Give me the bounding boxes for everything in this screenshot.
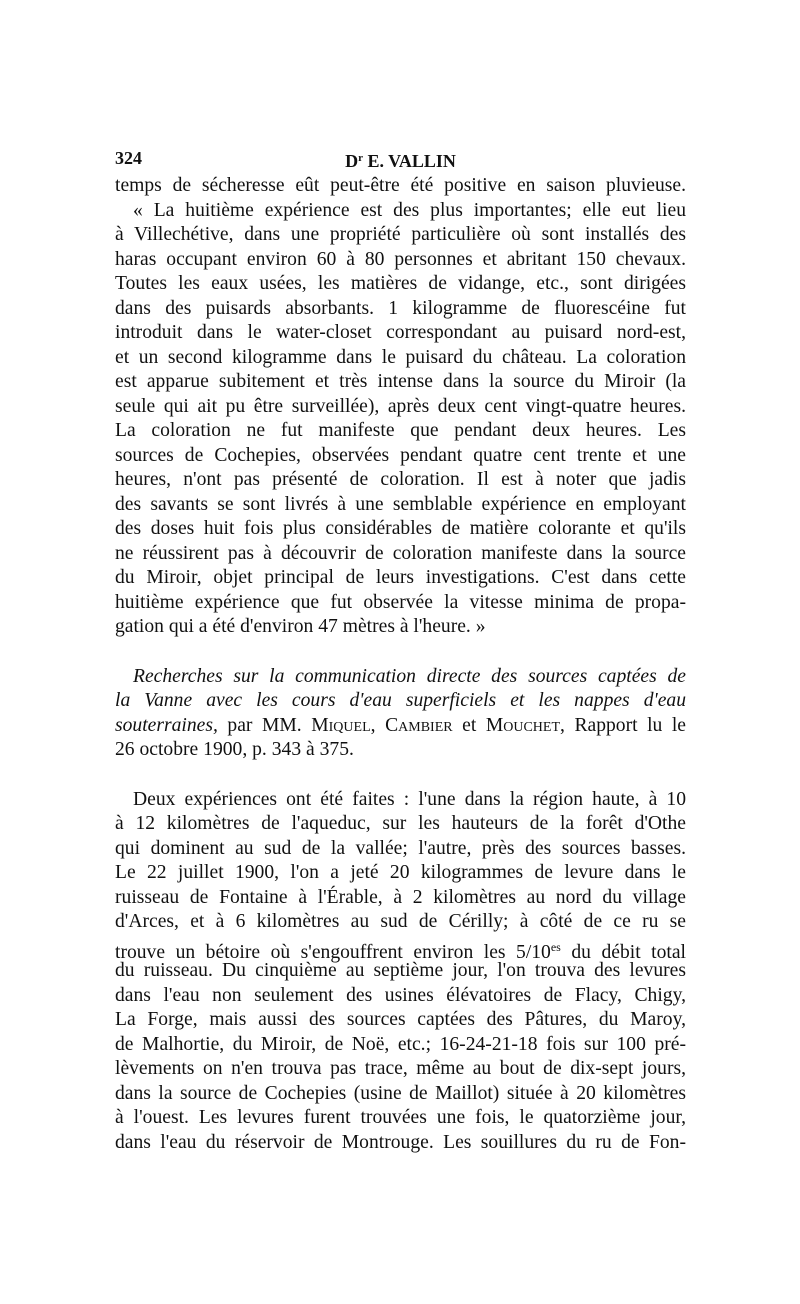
text-line: ne réussirent pas à découvrir de coloration manifeste dans la source <box>115 542 686 564</box>
text-line: et un second kilogramme dans le puisard du château. La coloration <box>115 346 686 368</box>
text-line: Le 22 juillet 1900, l'on a jeté 20 kilogrammes de levure dans le <box>115 862 686 883</box>
text-line: dans la source de Cochepies (usine de Maillot) située à 20 kilomètres <box>115 1082 686 1104</box>
text-line: La coloration ne fut manifeste que pendant deux heures. Les <box>115 420 686 441</box>
text-line: Deux expériences ont été faites : l'une dans la région haute, à 10 <box>133 788 686 810</box>
text-fragment: trouve un bétoire où s'engouffrent environ les 5/10 <box>115 941 551 963</box>
text-line: lèvements on n'en trouva pas trace, même au bout de dix-sept jours, <box>115 1058 686 1079</box>
text-line: dans l'eau du réservoir de Montrouge. Les souillures du ru de Fon- <box>115 1131 686 1153</box>
reference-authors-line <box>115 714 686 739</box>
text-line: à 12 kilomètres de l'aqueduc, sur les hauteurs de la forêt d'Othe <box>115 813 686 834</box>
experiment-paragraph <box>115 788 686 1156</box>
author-cambier: Cambier <box>385 714 453 736</box>
bibliographic-reference <box>115 665 686 763</box>
text-line: temps de sécheresse eût peut-être été positive en saison pluvieuse. <box>115 175 686 196</box>
author-name: E. VALLIN <box>363 151 456 171</box>
reference-title-line: la Vanne avec les cours d'eau superficiels et les nappes d'eau <box>115 690 686 711</box>
text-line: de Malhortie, du Miroir, de Noë, etc.; 16-24-21-18 fois sur 100 pré- <box>115 1033 686 1055</box>
author-miquel: Miquel <box>311 714 371 736</box>
superscript: es <box>550 939 561 954</box>
text-line: dans l'eau non seulement des usines élévatoires de Flacy, Chigy, <box>115 984 686 1006</box>
body-text <box>115 174 686 1155</box>
paragraph-gap <box>115 763 686 788</box>
text-line <box>115 935 686 963</box>
text-line: gation qui a été d'environ 47 mètres à l'heure. » <box>115 616 486 637</box>
page-number: 324 <box>115 148 142 168</box>
reference-title-line: Recherches sur la communication directe des sources captées de <box>133 665 686 687</box>
text-line: à l'ouest. Les levures furent trouvées une fois, le quatorzième jour, <box>115 1107 686 1128</box>
running-title <box>115 145 686 174</box>
author-separator: , <box>370 714 386 736</box>
paragraph-gap <box>115 640 686 665</box>
text-line: haras occupant environ 60 à 80 personnes et abritant 150 chevaux. <box>115 248 686 270</box>
text-line: ruisseau de Fontaine à l'Érable, à 2 kilomètres au nord du village <box>115 886 686 908</box>
text-line: qui dominent au sud de la vallée; l'autre, près des sources basses. <box>115 837 686 859</box>
text-line: du ruisseau. Du cinquième au septième jour, l'on trouva des levures <box>115 960 686 981</box>
text-line: Toutes les eaux usées, les matières de vidange, etc., sont dirigées <box>115 273 686 294</box>
text-line: huitième expérience que fut observée la vitesse minima de propa- <box>115 591 686 613</box>
reference-par: par MM. <box>217 714 312 736</box>
text-line: sources de Cochepies, observées pendant quatre cent trente et une <box>115 444 686 466</box>
text-line: est apparue subitement et très intense dans la source du Miroir (la <box>115 371 686 392</box>
text-line: La Forge, mais aussi des sources captées des Pâtures, du Maroy, <box>115 1009 686 1030</box>
text-line: des savants se sont livrés à une semblable expérience en employant <box>115 493 686 515</box>
text-line: du Miroir, objet principal de leurs investigations. C'est dans cette <box>115 567 686 588</box>
text-line: introduit dans le water-closet correspondant au puisard nord-est, <box>115 322 686 343</box>
text-fragment: du débit total <box>560 941 686 963</box>
text-line: d'Arces, et à 6 kilomètres au sud de Cérilly; à côté de ce ru se <box>115 911 686 932</box>
reference-tail: , Rapport lu le <box>560 714 687 736</box>
text-line: des doses huit fois plus considérables de matière colorante et qu'ils <box>115 518 686 539</box>
text-line: à Villechétive, dans une propriété particulière où sont installés des <box>115 224 686 245</box>
title-superscript: r <box>358 152 363 164</box>
reference-title-end: souterraines, <box>115 714 218 736</box>
text-line: heures, n'ont pas présenté de coloration. Il est à noter que jadis <box>115 469 686 490</box>
quoted-paragraph <box>115 174 686 640</box>
text-line: seule qui ait pu être surveillée), après deux cent vingt-quatre heures. <box>115 395 686 417</box>
author-separator: et <box>452 714 486 736</box>
text-line: « La huitième expérience est des plus importantes; elle eut lieu <box>133 199 686 221</box>
reference-date-line: 26 octobre 1900, p. 343 à 375. <box>115 739 354 760</box>
text-line: dans des puisards absorbants. 1 kilogramme de fluorescéine fut <box>115 297 686 319</box>
running-head <box>115 145 686 171</box>
title-prefix: D <box>345 151 359 171</box>
author-mouchet: Mouchet <box>485 714 561 736</box>
